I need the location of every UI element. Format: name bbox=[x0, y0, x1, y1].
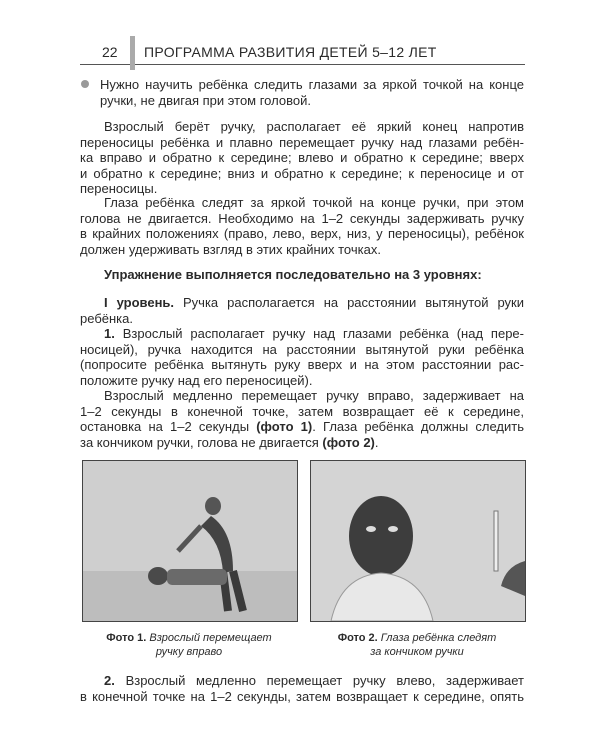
text-line: Глаза ребёнка следят за яркой точкой на конце ручки, при этом bbox=[104, 195, 524, 210]
text-line: носицей), ручка находится на расстоянии вытянутой руки ребёнка bbox=[80, 341, 524, 357]
text-line: и обратно к середине; вниз и обратно к середине; к переносице и от bbox=[80, 165, 524, 181]
bullet-icon bbox=[81, 80, 89, 88]
text-line: положите ручку над его переносицей). bbox=[80, 372, 313, 388]
text-line: в конечной точке на 1–2 секунды, затем возвращает к середине, опять bbox=[80, 688, 524, 704]
header-title: ПРОГРАММА РАЗВИТИЯ ДЕТЕЙ 5–12 ЛЕТ bbox=[144, 44, 437, 60]
level-1-paragraph bbox=[80, 295, 524, 450]
text-line: Ручка располагается на расстоянии вытянутой руки bbox=[183, 295, 525, 310]
text-line: должен удерживать взгляд в этих крайних точках. bbox=[80, 241, 381, 257]
text-span: за кончиком ручки, голова не двигается bbox=[80, 434, 319, 450]
text-line: ка вправо и обратно к середине; влево и обратно к середине; вверх bbox=[80, 150, 524, 165]
photo-reference: (фото 2) bbox=[322, 434, 375, 450]
caption-text: за кончиком ручки bbox=[370, 646, 464, 658]
photo-2-image bbox=[310, 460, 526, 622]
text-line: ребёнка. bbox=[80, 310, 133, 326]
step-2-paragraph bbox=[80, 673, 524, 704]
paragraph-2 bbox=[80, 195, 524, 257]
text-line: Нужно научить ребёнка следить глазами за яркой точкой на конце bbox=[100, 77, 524, 92]
page-number: 22 bbox=[102, 44, 118, 60]
photo-1-image bbox=[82, 460, 298, 622]
text-line: в крайних положениях (право, лево, верх, низ, у переносицы), ребёнок bbox=[80, 226, 524, 241]
caption-text: ручку вправо bbox=[155, 646, 223, 658]
photo-1-caption bbox=[82, 631, 296, 659]
text-line: (попросите ребёнка вытянуть руку вверх и на этом расстоянии рас- bbox=[80, 357, 524, 372]
text-line: голова не двигается. Необходимо на 1–2 секунды задерживать ручку bbox=[80, 210, 524, 226]
step-number: 1. bbox=[104, 326, 115, 341]
subheading-text: Упражнение выполняется последовательно на 3 уровнях: bbox=[104, 267, 482, 282]
text-line: ручки, не двигая при этом головой. bbox=[100, 92, 311, 108]
text-span: . bbox=[374, 434, 379, 450]
text-line: Взрослый располагает ручку над глазами ребёнка (над пере- bbox=[122, 326, 524, 341]
photo-reference: (фото 1) bbox=[256, 419, 313, 434]
text-line: Взрослый берёт ручку, располагает её яркий конец напротив bbox=[104, 119, 524, 134]
text-span: остановка на 1–2 секунды bbox=[80, 419, 250, 434]
header-divider bbox=[130, 36, 135, 70]
running-header bbox=[80, 38, 525, 65]
text-line: переносицы ребёнка и плавно перемещает ручку над глазами ребён- bbox=[80, 134, 524, 150]
text-line: Взрослый медленно перемещает ручку влево, задерживает bbox=[125, 673, 524, 688]
text-line: Взрослый медленно перемещает ручку вправо, задерживает на bbox=[104, 388, 524, 403]
level-label: I уровень. bbox=[104, 295, 175, 310]
paragraph-1 bbox=[80, 119, 524, 197]
caption-label: Фото 2. bbox=[337, 632, 378, 644]
subheading bbox=[80, 267, 524, 283]
caption-text: Взрослый перемещает bbox=[149, 632, 272, 644]
text-span: . Глаза ребёнка должны следить bbox=[312, 419, 524, 434]
photo-2-caption bbox=[310, 631, 524, 659]
caption-label: Фото 1. bbox=[106, 632, 147, 644]
bullet-paragraph bbox=[100, 77, 524, 108]
text-line: 1–2 секунды в конечной точке, затем возвращает её к середине, bbox=[80, 403, 524, 419]
text-line: переносицы. bbox=[80, 181, 158, 196]
caption-text: Глаза ребёнка следят bbox=[380, 632, 497, 644]
step-number: 2. bbox=[104, 673, 115, 688]
